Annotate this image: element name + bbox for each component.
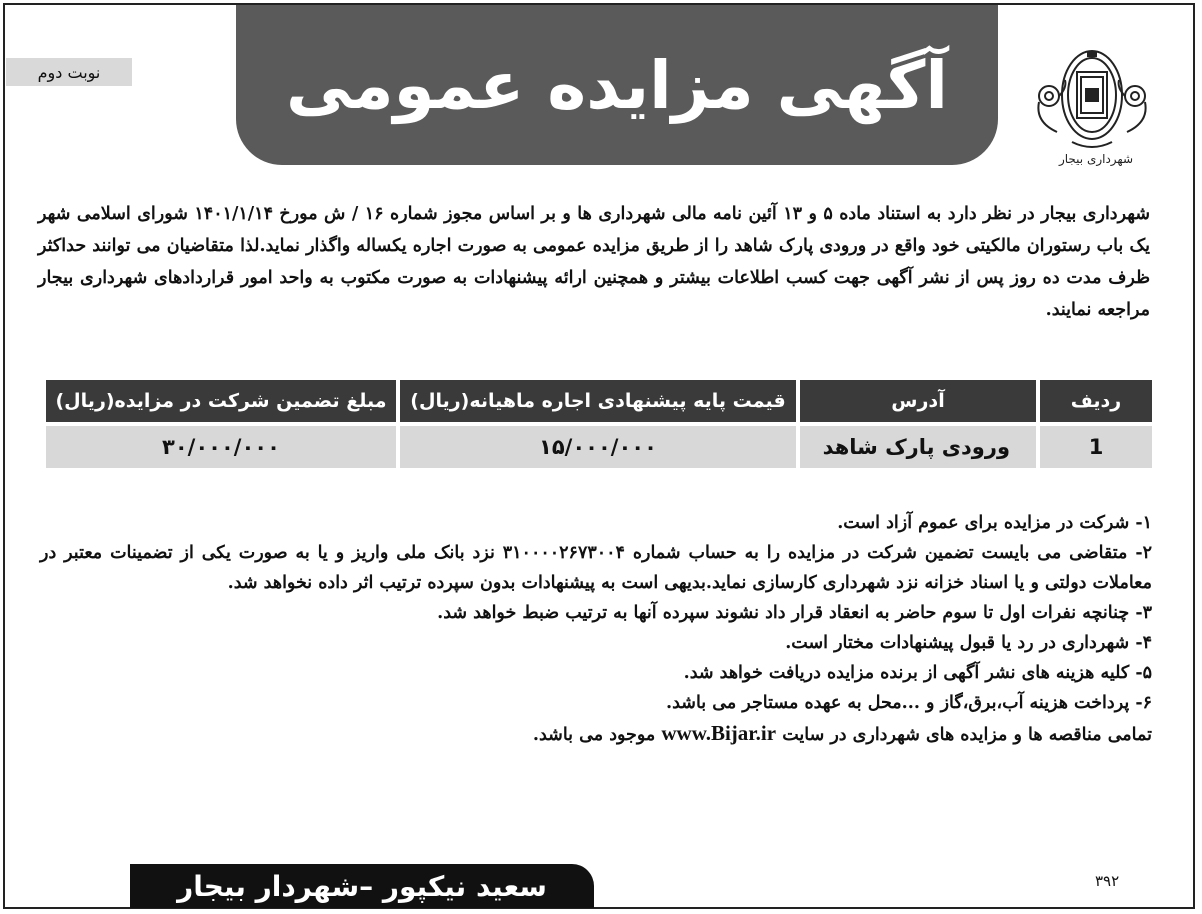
condition-item: ۶- پرداخت هزینه آب،برق،گاز و ...محل به عهده مستاجر می باشد. xyxy=(666,693,1152,713)
header-base-price: قیمت پایه پیشنهادی اجاره ماهیانه(ریال) xyxy=(400,380,796,422)
header-address: آدرس xyxy=(800,380,1036,422)
header-guarantee: مبلغ تضمین شرکت در مزایده(ریال) xyxy=(46,380,396,422)
cell-base-price: ۱۵/۰۰۰/۰۰۰ xyxy=(400,426,796,468)
page-number: ۳۹۲ xyxy=(1095,872,1120,890)
logo-caption: شهرداری بیجار xyxy=(1058,152,1134,166)
header-row-number: ردیف xyxy=(1040,380,1152,422)
intro-paragraph: شهرداری بیجار در نظر دارد به استناد ماده ۵ و ۱۳ آئین نامه مالی شهرداری ها و بر اساس مجوز شماره ۱۶ / ش مورخ ۱۴۰۱/۱/۱۴ شورای اسلامی شهر یک باب رستوران مالکیتی خود واقع در ورودی پارک شاهد را از طریق مزایده عمومی به صورت اجاره یکساله واگذار نماید.لذا متقاضیان می توانند حداکثر ظرف مدت ده روز پس از نشر آگهی جهت کسب اطلاعات بیشتر و همچنین ارائه پیشنهادات به صورت مکتوب به واحد امور قراردادهای شهرداری بیجار مراجعه نمایند. xyxy=(38,204,1150,320)
notice-title: آگهی مزایده عمومی xyxy=(285,46,949,124)
condition-item: ۱- شرکت در مزایده برای عموم آزاد است. xyxy=(837,513,1152,533)
table-header-row xyxy=(46,380,1152,422)
signature-bar xyxy=(130,864,594,908)
cell-row-number: 1 xyxy=(1040,426,1152,468)
auction-table xyxy=(42,376,1156,472)
cell-guarantee: ۳۰/۰۰۰/۰۰۰ xyxy=(46,426,396,468)
website-line xyxy=(40,718,1152,750)
cell-address: ورودی پارک شاهد xyxy=(800,426,1036,468)
edition-badge: نوبت دوم xyxy=(6,58,132,86)
municipality-logo-icon xyxy=(1017,40,1167,170)
table-row xyxy=(46,426,1152,468)
condition-item: ۴- شهرداری در رد یا قبول پیشنهادات مختار است. xyxy=(785,633,1152,653)
header-banner xyxy=(236,5,998,165)
condition-item: ۲- متقاضی می بایست تضمین شرکت در مزایده را به حساب شماره ۳۱۰۰۰۰۲۶۷۳۰۰۴ نزد بانک ملی واریز و یا به صورت یکی از تضمینات معتبر در معاملات دولتی و یا اسناد خزانه نزد شهرداری کارسازی نماید.بدیهی است به پیشنهادات بدون سپرده ترتیب اثر داده نخواهد شد. xyxy=(40,543,1153,593)
website-link[interactable]: www.Bijar.ir xyxy=(661,721,777,745)
website-suffix: موجود می باشد. xyxy=(532,725,656,745)
condition-item: ۳- چنانچه نفرات اول تا سوم حاضر به انعقاد قرار داد نشوند سپرده آنها به ترتیب ضبط خواهد شد. xyxy=(437,603,1152,623)
website-prefix: تمامی مناقصه ها و مزایده های شهرداری در سایت xyxy=(782,725,1152,745)
signature: سعید نیکپور –شهردار بیجار xyxy=(177,869,547,903)
condition-item: ۵- کلیه هزینه های نشر آگهی از برنده مزایده دریافت خواهد شد. xyxy=(683,663,1152,683)
conditions-list xyxy=(40,508,1152,750)
